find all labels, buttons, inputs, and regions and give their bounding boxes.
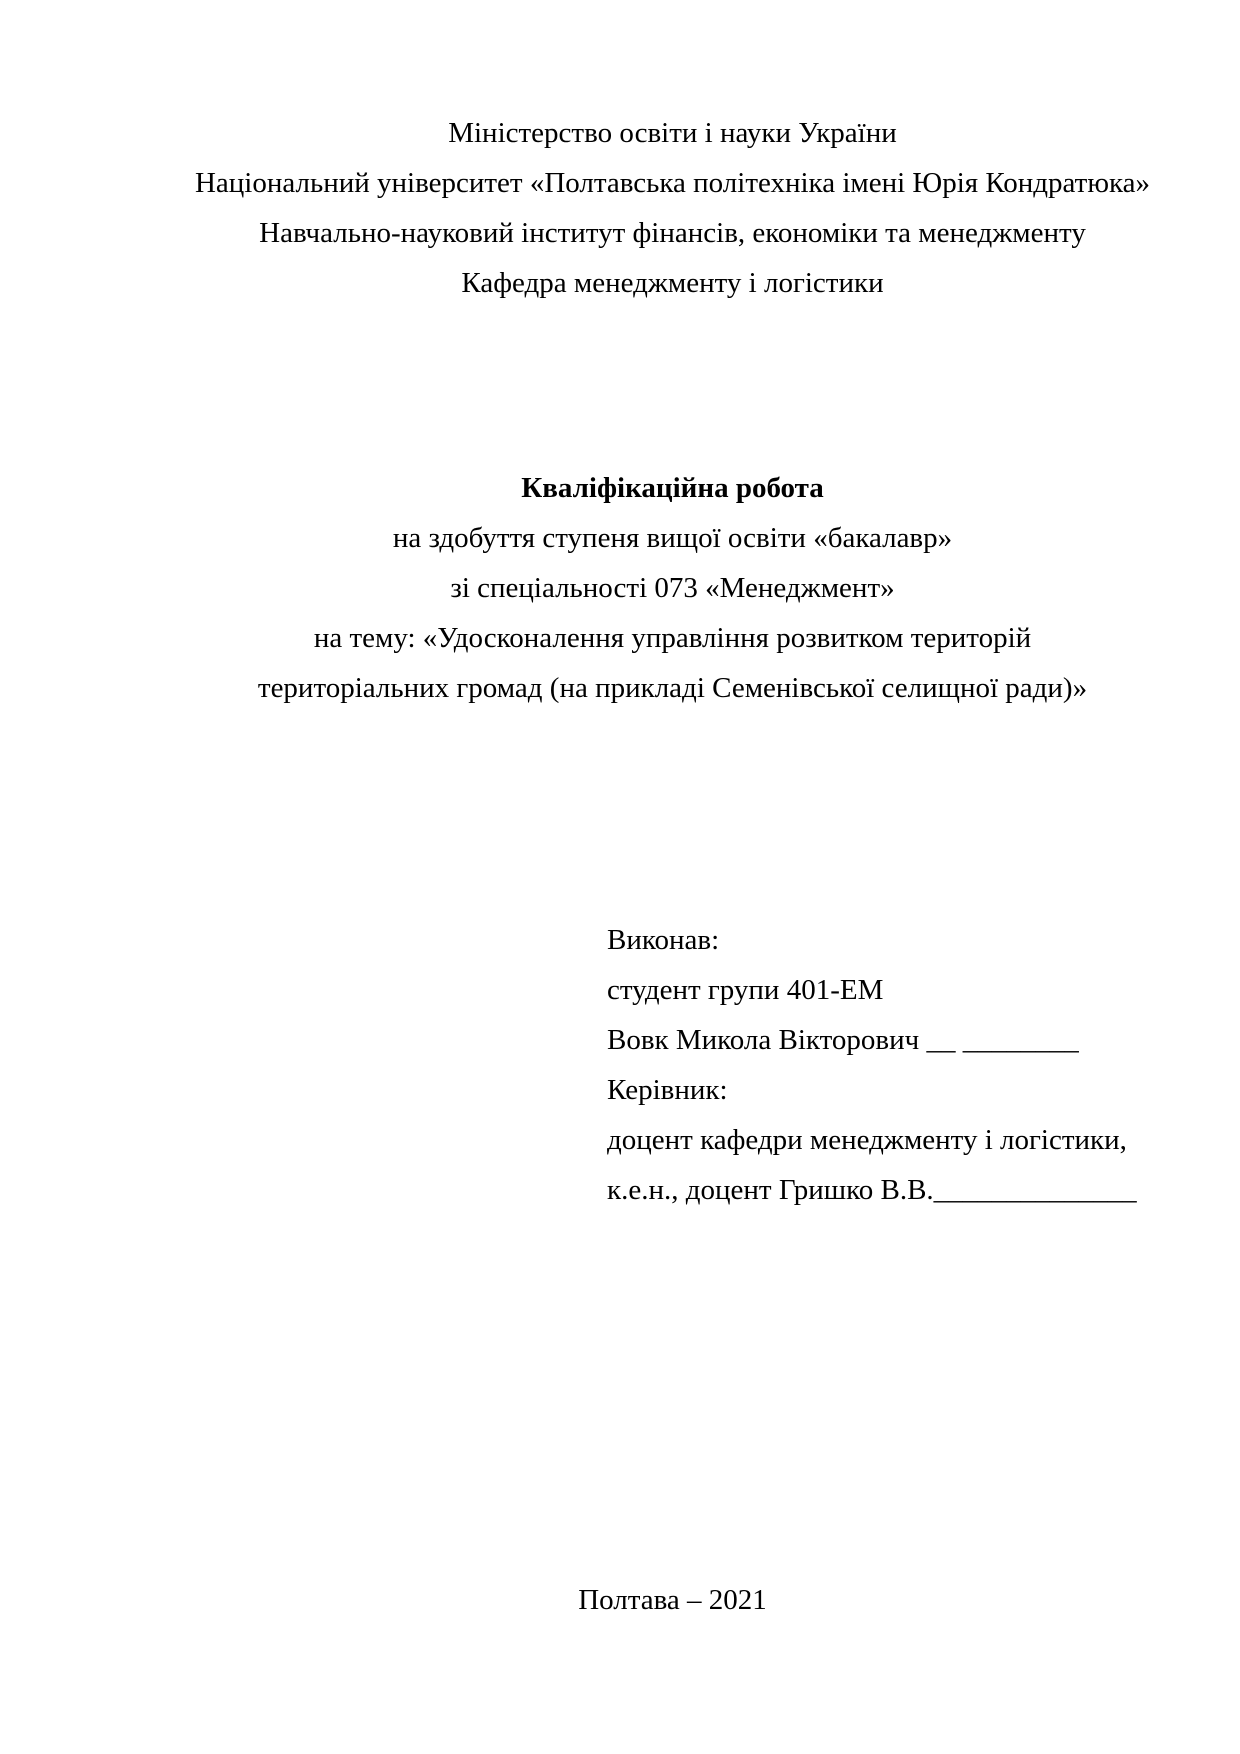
spacer <box>175 1215 1170 1575</box>
topic-line-2: територіальних громад (на прикладі Семенівської селищної ради)» <box>257 672 1088 704</box>
supervisor-name-line: к.е.н., доцент Гришко В.В.______________ <box>607 1174 1137 1206</box>
spacer <box>175 713 1170 915</box>
specialty-line: зі спеціальності 073 «Менеджмент» <box>450 572 895 604</box>
student-name-line: Вовк Микола Вікторович __ ________ <box>607 1024 1079 1056</box>
title-block <box>175 463 1170 713</box>
degree-line: на здобуття ступеня вищої освіти «бакалавр» <box>392 522 953 554</box>
ministry-line: Міністерство освіти і науки України <box>448 117 897 149</box>
institute-line: Навчально-науковий інститут фінансів, економіки та менеджменту <box>259 217 1086 249</box>
footer-block <box>175 1575 1170 1625</box>
city-year-line: Полтава – 2021 <box>578 1584 767 1616</box>
topic-line-1: на тему: «Удосконалення управління розвитком територій <box>313 622 1032 654</box>
department-line: Кафедра менеджменту і логістики <box>461 267 884 299</box>
header-block <box>175 108 1170 308</box>
university-line: Національний університет «Полтавська політехніка імені Юрія Кондратюка» <box>194 167 1151 199</box>
supervisor-label: Керівник: <box>607 1074 728 1106</box>
work-type-title: Кваліфікаційна робота <box>521 472 824 504</box>
student-group-line: студент групи 401-ЕМ <box>607 974 884 1006</box>
supervisor-position-line: доцент кафедри менеджменту і логістики, <box>607 1124 1127 1156</box>
executor-label: Виконав: <box>607 924 720 956</box>
spacer <box>175 308 1170 463</box>
signature-block <box>607 915 1170 1215</box>
